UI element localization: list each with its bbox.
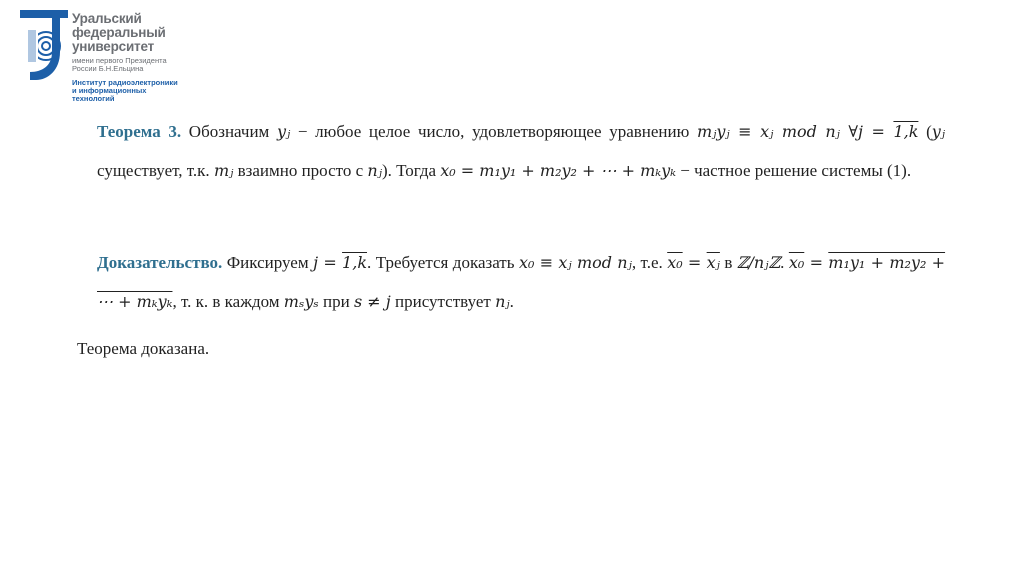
logo-title-line: федеральный: [72, 25, 166, 40]
proof-text: . Требуется доказать: [367, 253, 515, 272]
math-eq: =: [804, 253, 829, 272]
math-nj: nⱼ: [367, 161, 382, 180]
math-range: 1,k: [893, 122, 919, 141]
logo-subtitle-line: имени первого Президента: [72, 56, 167, 65]
logo-institute: [72, 79, 178, 103]
proof-text: Фиксируем: [226, 253, 309, 272]
theorem-text: взаимно просто с: [237, 161, 364, 180]
logo-subtitle-line: России Б.Н.Ельцина: [72, 64, 144, 73]
math-eq: =: [682, 253, 707, 272]
theorem-text: Обозначим: [188, 122, 270, 141]
logo-subtitle: [72, 57, 167, 73]
university-logo: [16, 8, 216, 108]
math-xj-bar: $\overline{xⱼ}$: [706, 253, 720, 272]
proof-text: в: [719, 253, 737, 272]
math-x0-formula: x₀ = m₁y₁ + m₂y₂ + ⋯ + mₖyₖ: [440, 161, 676, 180]
math-congruence: x₀ ≡ xⱼ mod nⱼ: [518, 253, 632, 272]
math-j-eq: j =: [313, 253, 343, 272]
proof-text: присутствует: [395, 292, 491, 311]
theorem-text: (: [926, 122, 932, 141]
proof-paragraph: Доказательство. Фиксируем j = 1,k. Требуется доказать x₀ ≡ xⱼ mod nⱼ, т.е. $x_0 = \overline{xⱼ}$ в ℤ/nⱼℤ. x₀ = m₁y₁ + m₂y₂ + ⋯ + mₖyₖ, т. к. в каждом mₛyₛ при s ≠ j присутствует nⱼ.: [97, 253, 946, 311]
math-condition: s ≠ j: [354, 292, 391, 311]
logo-institute-line: технологий: [72, 94, 115, 103]
math-sum: m₁y₁ + m₂y₂ + ⋯ + mₖyₖ: [97, 253, 946, 311]
math-ring: ℤ/nⱼℤ: [736, 253, 781, 272]
logo-title-line: Уральский: [72, 11, 142, 26]
theorem-label: Теорема 3.: [97, 122, 182, 141]
proof-label: Доказательство.: [97, 253, 223, 272]
theorem-paragraph: [97, 112, 945, 190]
math-mj: mⱼ: [213, 161, 234, 180]
math-congruence: mⱼyⱼ ≡ xⱼ mod nⱼ ∀j =: [696, 122, 894, 141]
math-yj: yⱼ: [931, 122, 946, 141]
theorem-text: ). Тогда: [381, 161, 437, 180]
conclusion-text: Теорема доказана.: [77, 339, 210, 358]
math-x0-bar: x₀: [788, 253, 805, 272]
theorem-text: − частное решение системы (1).: [680, 161, 912, 180]
proof-text: , т.е.: [631, 253, 663, 272]
theorem-text: − любое целое число, удовлетворяющее уравнению: [297, 122, 690, 141]
logo-institute-line: Институт радиоэлектроники: [72, 78, 178, 87]
math-x0-bar: x₀: [667, 253, 683, 272]
urfu-emblem-icon: [16, 8, 70, 84]
math-msys: mₛyₛ: [283, 292, 319, 311]
proof-text: , т. к. в каждом: [172, 292, 280, 311]
math-range: 1,k: [342, 253, 368, 272]
logo-institute-line: и информационных: [72, 86, 147, 95]
math-nj: nⱼ: [495, 292, 510, 311]
logo-title-line: университет: [72, 39, 154, 54]
proof-text: при: [323, 292, 350, 311]
math-yj: yⱼ: [276, 122, 291, 141]
logo-title: [72, 12, 166, 54]
theorem-text: существует, т.к.: [97, 161, 210, 180]
